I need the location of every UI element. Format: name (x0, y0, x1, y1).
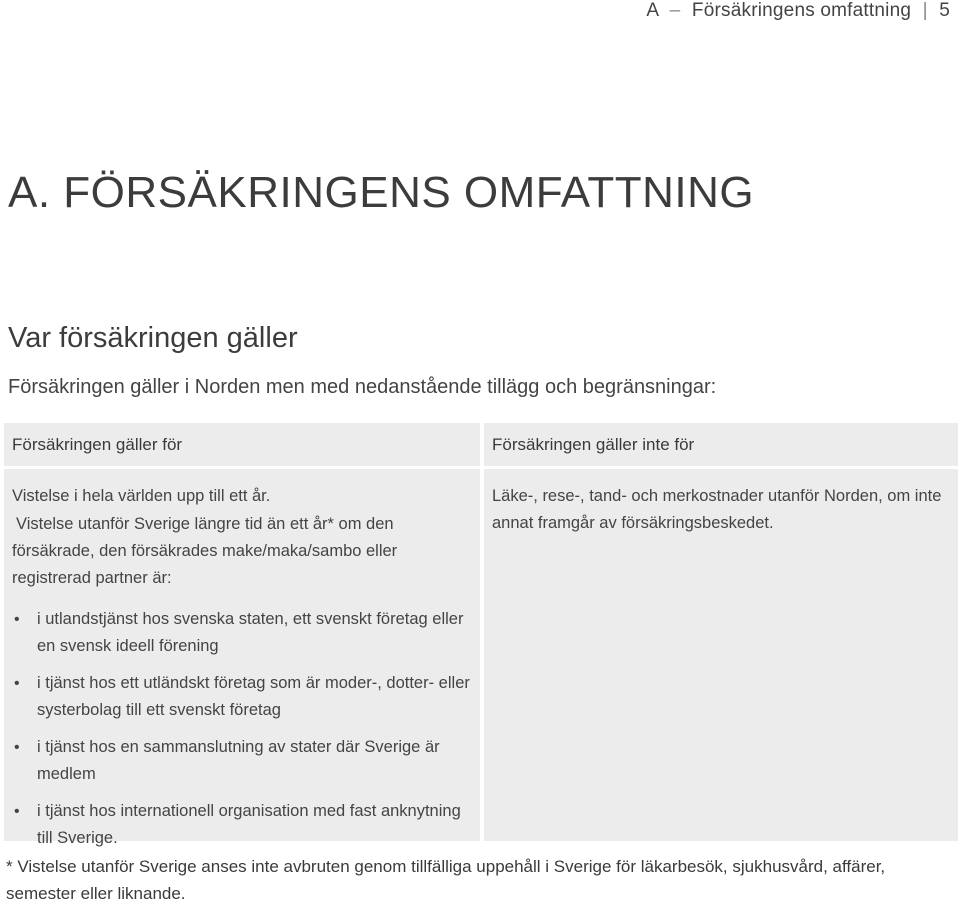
header-section-letter: A (646, 0, 659, 21)
covered-column (4, 423, 480, 847)
list-item (12, 670, 472, 724)
covered-bullet-list (12, 606, 472, 852)
header-dash: – (669, 0, 681, 21)
section-intro: Försäkringen gäller i Norden men med nedanstående tillägg och begränsningar: (8, 376, 717, 398)
list-item-text: i tjänst hos internationell organisation med fast anknytning till Sverige. (37, 802, 461, 847)
running-header (646, 0, 950, 22)
list-item-text: i utlandstjänst hos svenska staten, ett svenskt företag eller en svensk ideell förening (37, 610, 464, 655)
bullet-icon: • (14, 675, 20, 692)
header-title: Försäkringens omfattning (691, 0, 912, 21)
covered-heading: Försäkringen gäller för (4, 423, 480, 469)
coverage-table (4, 423, 958, 847)
header-separator: | (922, 0, 928, 21)
not-covered-column (484, 423, 958, 841)
bullet-icon: • (14, 803, 20, 820)
page-number: 5 (939, 0, 950, 21)
list-item (12, 734, 472, 788)
not-covered-body (484, 469, 958, 537)
section-heading: Var försäkringen gäller (8, 322, 298, 354)
not-covered-heading: Försäkringen gäller inte för (484, 423, 958, 469)
list-item (12, 606, 472, 660)
not-covered-text: Läke-, rese-, tand- och merkostnader utanför Norden, om inte annat framgår av försäkringsbeskedet. (492, 487, 942, 532)
bullet-icon: • (14, 611, 20, 628)
covered-body (4, 469, 480, 852)
list-item (12, 798, 472, 852)
page-title: A. FÖRSÄKRINGENS OMFATTNING (8, 168, 755, 217)
covered-line: Vistelse i hela världen upp till ett år. (12, 487, 271, 505)
footnote: * Vistelse utanför Sverige anses inte avbruten genom tillfälliga uppehåll i Sverige för läkarbesök, sjukhusvård, affärer, semester eller liknande. (6, 857, 886, 903)
list-item-text: i tjänst hos en sammanslutning av stater där Sverige är medlem (37, 738, 440, 783)
list-item-text: i tjänst hos ett utländskt företag som är moder-, dotter- eller systerbolag till ett svenskt företag (37, 674, 470, 719)
bullet-icon: • (14, 739, 20, 756)
covered-paragraph: Vistelse utanför Sverige längre tid än ett år* om den försäkrade, den försäkrades make/maka/sambo eller registrerad partner är: (12, 515, 398, 587)
